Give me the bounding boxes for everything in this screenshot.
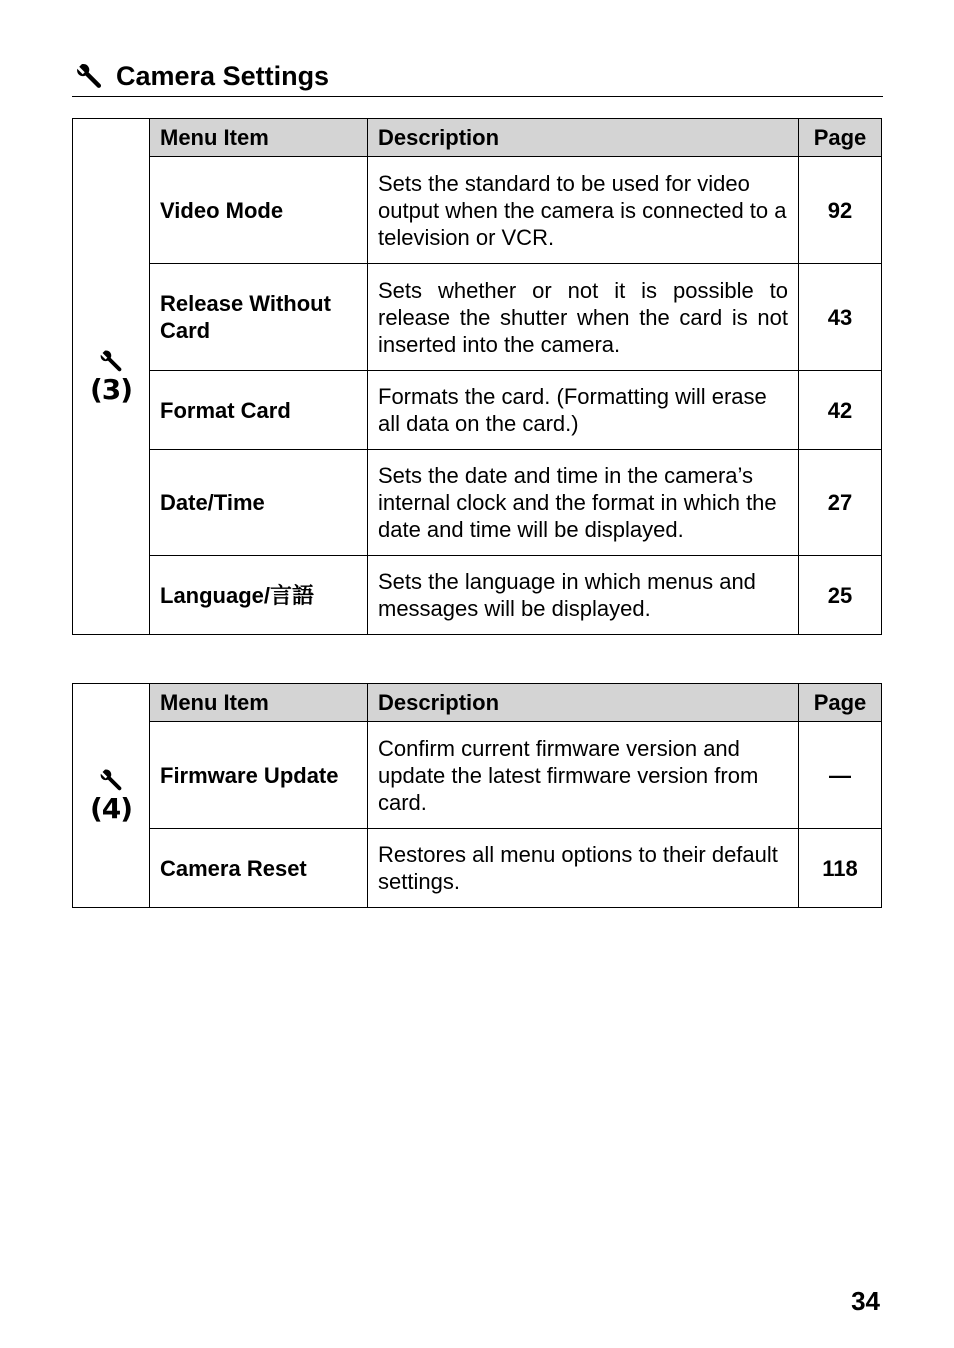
tab-indicator (73, 684, 150, 908)
table-row (73, 371, 882, 450)
menu-item-name: Camera Reset (150, 829, 368, 908)
settings-table-4 (72, 683, 882, 908)
menu-item-description: Formats the card. (Formatting will erase all data on the card.) (368, 371, 799, 450)
menu-item-name: Language/言語 (150, 556, 368, 635)
menu-item-name: Release Without Card (150, 264, 368, 371)
menu-item-page: 27 (799, 450, 882, 556)
table-row (73, 157, 882, 264)
tab-number: (3) (89, 372, 133, 406)
menu-item-description: Confirm current firmware version and update the latest firmware version from card. (368, 722, 799, 829)
menu-item-description: Restores all menu options to their default settings. (368, 829, 799, 908)
menu-item-page: — (799, 722, 882, 829)
menu-item-page: 118 (799, 829, 882, 908)
menu-item-name: Video Mode (150, 157, 368, 264)
wrench-icon (74, 61, 104, 91)
page-title: Camera Settings (116, 60, 330, 91)
column-header-description: Description (368, 684, 799, 722)
menu-item-page: 43 (799, 264, 882, 371)
menu-item-name: Firmware Update (150, 722, 368, 829)
wrench-icon (98, 348, 124, 374)
menu-item-page: 92 (799, 157, 882, 264)
settings-table-3 (72, 118, 882, 635)
wrench-icon (98, 767, 124, 793)
tab-number: (4) (89, 791, 133, 825)
menu-item-description: Sets the standard to be used for video output when the camera is connected to a television or VCR. (368, 157, 799, 264)
table-row (73, 264, 882, 371)
menu-item-description: Sets whether or not it is possible to release the shutter when the card is not inserted into the camera. (368, 264, 799, 371)
page-heading (72, 56, 883, 97)
column-header-page: Page (799, 684, 882, 722)
tab-indicator (73, 119, 150, 635)
menu-item-name: Format Card (150, 371, 368, 450)
page-number: 34 (851, 1286, 880, 1316)
menu-item-description: Sets the language in which menus and messages will be displayed. (368, 556, 799, 635)
table-row (73, 722, 882, 829)
column-header-menu-item: Menu Item (150, 684, 368, 722)
column-header-description: Description (368, 119, 799, 157)
table-row (73, 556, 882, 635)
menu-item-page: 42 (799, 371, 882, 450)
table-row (73, 829, 882, 908)
column-header-page: Page (799, 119, 882, 157)
menu-item-page: 25 (799, 556, 882, 635)
menu-item-name: Date/Time (150, 450, 368, 556)
table-row (73, 450, 882, 556)
menu-item-description: Sets the date and time in the camera’s internal clock and the format in which the date and time will be displayed. (368, 450, 799, 556)
column-header-menu-item: Menu Item (150, 119, 368, 157)
